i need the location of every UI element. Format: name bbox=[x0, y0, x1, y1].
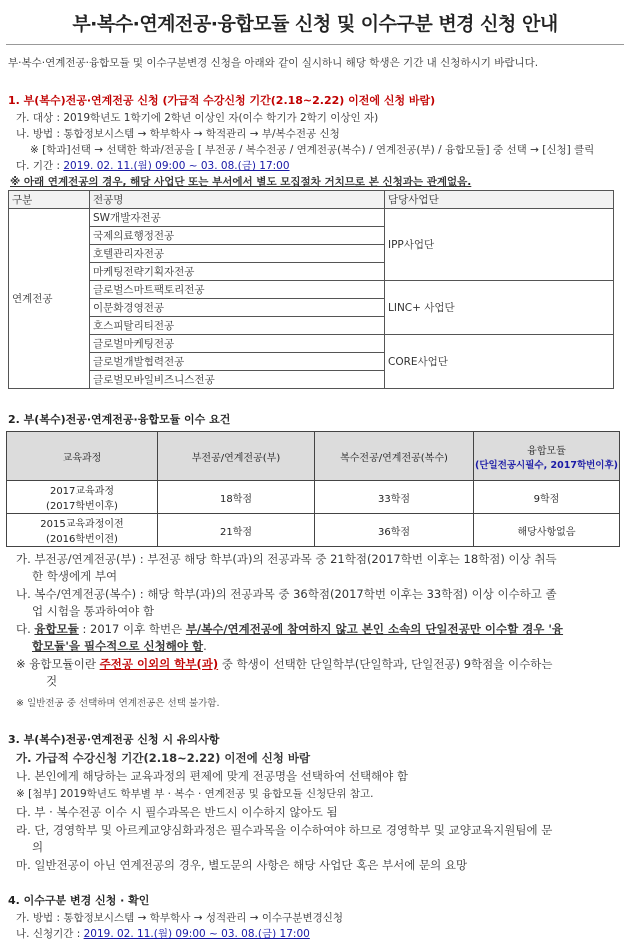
major-cell: SW개발자전공 bbox=[90, 209, 385, 227]
section1-heading: 1. 부(복수)전공·연계전공 신청 (가급적 수강신청 기간(2.18~2.22) 이전에 신청 바람) bbox=[8, 94, 436, 107]
s3-item-f: 마. 일반전공이 아닌 연계전공의 경우, 별도문의 사항은 해당 사업단 혹은 부서에 문의 요망 bbox=[16, 858, 468, 872]
module-cell: 9학점 bbox=[474, 481, 620, 514]
s4-method: 가. 방법 : 통합정보시스템 → 학부학사 → 성적관리 → 이수구분변경신청 bbox=[16, 912, 344, 924]
s3-item-b: 나. 본인에게 해당하는 교육과정의 편제에 맞게 전공명을 선택하여 선택해야 함 bbox=[16, 769, 409, 783]
category-cell: 연계전공 bbox=[9, 209, 90, 389]
section4-heading: 4. 이수구분 변경 신청 · 확인 bbox=[8, 894, 150, 907]
th-minor: 부전공/연계전공(부) bbox=[158, 432, 315, 481]
table-row bbox=[7, 481, 620, 514]
unit-cell: IPP사업단 bbox=[385, 209, 614, 281]
section2-heading: 2. 부(복수)전공·연계전공·융합모듈 이수 요건 bbox=[8, 413, 231, 426]
s2-item-a: 가. 부전공/연계전공(부) : 부전공 해당 학부(과)의 전공과목 중 21학점(2017학번 이후는 18학점) 이상 취득 한 학생에게 부여 bbox=[16, 552, 557, 583]
th-module-label: 융합모듈 bbox=[527, 445, 566, 457]
th-module-note: (단일전공시필수, 2017학번이후) bbox=[475, 459, 618, 471]
s1-period-label: 다. 기간 : bbox=[16, 160, 64, 172]
major-cell: 글로벌스마트팩토리전공 bbox=[90, 281, 385, 299]
s1-method-sub: ※ [학과]선택 → 선택한 학과/전공을 [ 부전공 / 복수전공 / 연계전공(복수) / 연계전공(부) / 융합모듈] 중 선택 → [신청] 클릭 bbox=[30, 144, 595, 156]
s2-item-d: ※ 융합모듈이란 주전공 이외의 학부(과) 중 학생이 선택한 단일학부(단일학과, 단일전공) 9학점을 이수하는 것 bbox=[16, 657, 553, 688]
s2-item-c: 다. 융합모듈 : 2017 이후 학번은 부/복수/연계전공에 참여하지 않고 본인 소속의 단일전공만 이수할 경우 '융 합모듈'을 필수적으로 신청해야 함. bbox=[16, 622, 564, 653]
th-major: 전공명 bbox=[90, 191, 385, 209]
s3-item-c: ※ [첨부] 2019학년도 학부별 부 · 복수 · 연계전공 및 융합모듈 신청단위 참고. bbox=[16, 788, 374, 800]
s4-period: 나. 신청기간 : 2019. 02. 11.(월) 09:00 ~ 03. 08.(금) 17:00 bbox=[16, 928, 310, 940]
s1-period bbox=[16, 159, 624, 174]
s3-item-a: 가. 가급적 수강신청 기간(2.18~2.22) 이전에 신청 바람 bbox=[16, 751, 311, 765]
linked-major-table bbox=[8, 190, 614, 389]
s1-target: 가. 대상 : 2019학년도 1학기에 2학년 이상인 자(이수 학기가 2학기 이상인 자) bbox=[16, 112, 379, 124]
th-module bbox=[474, 432, 620, 481]
s3-item-e: 라. 단, 경영학부 및 아르케교양심화과정은 필수과목을 이수하여야 하므로 경영학부 및 교양교육지원팀에 문 의 bbox=[16, 823, 553, 854]
section3-heading: 3. 부(복수)전공·연계전공 신청 시 유의사항 bbox=[8, 733, 220, 746]
unit-cell: CORE사업단 bbox=[385, 335, 614, 389]
major-cell: 마케팅전략기획자전공 bbox=[90, 263, 385, 281]
s2-item-e: ※ 일반전공 중 선택하며 연계전공은 선택 불가함. bbox=[16, 698, 220, 709]
major-cell: 글로벌마케팅전공 bbox=[90, 335, 385, 353]
table-row bbox=[7, 514, 620, 547]
s3-item-d: 다. 부 · 복수전공 이수 시 필수과목은 반드시 이수하지 않아도 됨 bbox=[16, 805, 338, 819]
s2-item-b: 나. 복수/연계전공(복수) : 해당 학부(과)의 전공과목 중 36학점(2017학번 이후는 33학점) 이상 이수하고 졸 업 시험을 통과하여야 함 bbox=[16, 587, 557, 618]
major-cell: 국제의료행정전공 bbox=[90, 227, 385, 245]
course-cell: 2017교육과정 (2017학번이후) bbox=[7, 481, 158, 514]
major-cell: 호스피탈리티전공 bbox=[90, 317, 385, 335]
module-cell: 해당사항없음 bbox=[474, 514, 620, 547]
th-unit: 담당사업단 bbox=[385, 191, 614, 209]
page-title: 부·복수·연계전공·융합모듈 신청 및 이수구분 변경 신청 안내 bbox=[6, 6, 624, 45]
minor-cell: 18학점 bbox=[158, 481, 315, 514]
th-category: 구분 bbox=[9, 191, 90, 209]
minor-cell: 21학점 bbox=[158, 514, 315, 547]
s4-period-value: 2019. 02. 11.(월) 09:00 ~ 03. 08.(금) 17:00 bbox=[83, 928, 310, 940]
major-cell: 이문화경영전공 bbox=[90, 299, 385, 317]
table-header-row bbox=[9, 191, 614, 209]
double-cell: 36학점 bbox=[315, 514, 474, 547]
course-cell: 2015교육과정이전 (2016학번이전) bbox=[7, 514, 158, 547]
table-header-row bbox=[7, 432, 620, 481]
s1-note: ※ 아래 연계전공의 경우, 해당 사업단 또는 부서에서 별도 모집절차 거치므로 본 신청과는 관계없음. bbox=[10, 176, 472, 188]
th-double: 복수전공/연계전공(복수) bbox=[315, 432, 474, 481]
th-course: 교육과정 bbox=[7, 432, 158, 481]
intro-text: 부·복수·연계전공·융합모듈 및 이수구분변경 신청을 아래와 같이 실시하니 해당 학생은 기간 내 신청하시기 바랍니다. bbox=[8, 57, 539, 69]
unit-cell: LINC+ 사업단 bbox=[385, 281, 614, 335]
s1-method: 나. 방법 : 통합정보시스템 → 학부학사 → 학적관리 → 부/복수전공 신청 bbox=[16, 128, 340, 140]
double-cell: 33학점 bbox=[315, 481, 474, 514]
requirement-table bbox=[6, 431, 620, 547]
major-cell: 호텔관리자전공 bbox=[90, 245, 385, 263]
major-cell: 글로벌모바일비즈니스전공 bbox=[90, 371, 385, 389]
major-cell: 글로벌개발협력전공 bbox=[90, 353, 385, 371]
s1-period-value: 2019. 02. 11.(월) 09:00 ~ 03. 08.(금) 17:00 bbox=[63, 160, 290, 172]
